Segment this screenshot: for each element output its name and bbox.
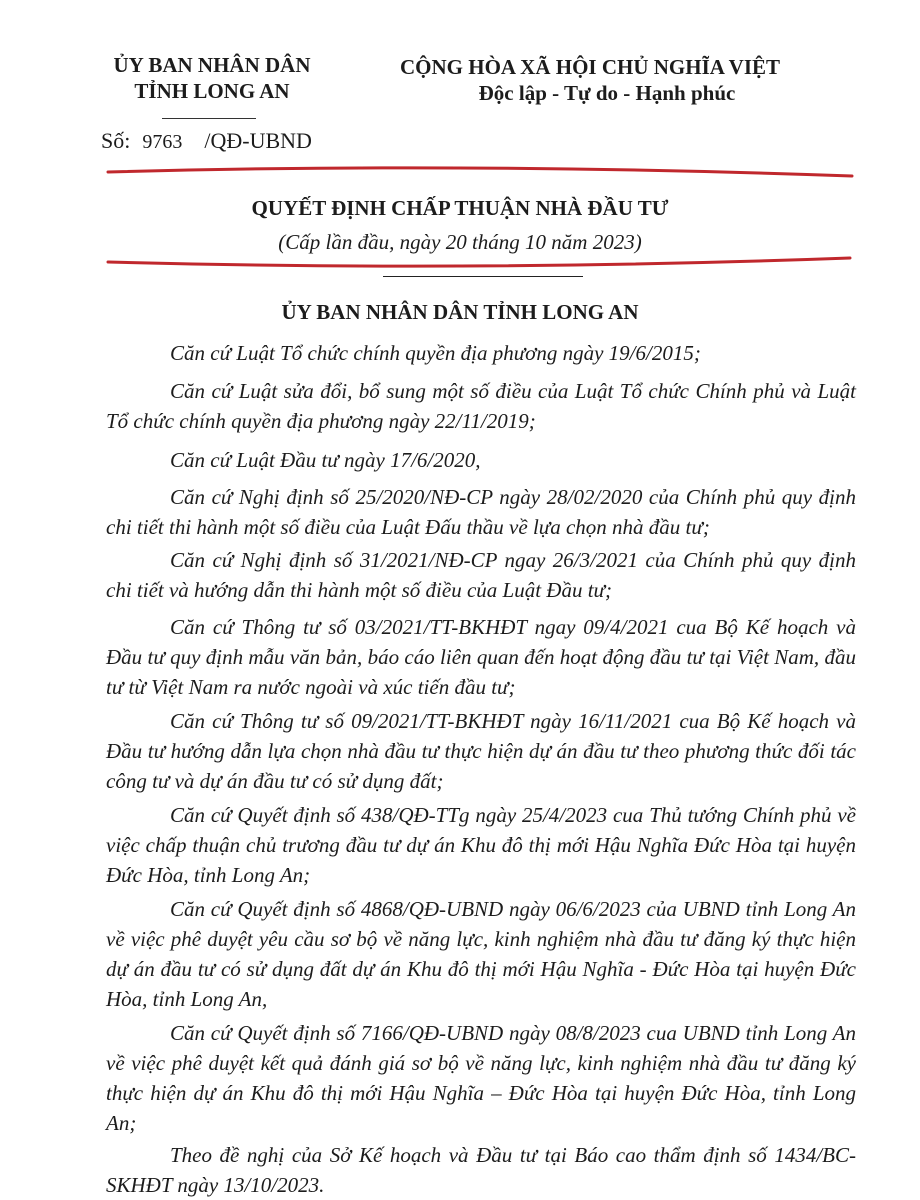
legal-basis-paragraph: Căn cứ Nghị định số 31/2021/NĐ-CP ngay 26/3/2021 của Chính phủ quy định chi tiết và hướng dẫn thi hành một số điều của Luật Đầu tư; <box>106 548 856 602</box>
legal-basis-paragraph: Theo đề nghị của Sở Kế hoạch và Đầu tư tại Báo cao thẩm định số 1434/BC-SKHĐT ngày 13/10/2023. <box>106 1143 856 1197</box>
legal-basis-paragraph: Căn cứ Nghị định số 25/2020/NĐ-CP ngày 28/02/2020 của Chính phủ quy định chi tiết thi hành một số điều của Luật Đấu thầu về lựa chọn nhà đầu tư; <box>106 485 856 539</box>
national-motto: Độc lập - Tự do - Hạnh phúc <box>478 81 736 105</box>
legal-basis-paragraph: Căn cứ Thông tư số 03/2021/TT-BKHĐT ngay 09/4/2021 cua Bộ Kế hoạch và Đầu tư quy định mẫu văn bản, báo cáo liên quan đến hoạt động đầu tư tại Việt Nam, đầu tư từ Việt Nam ra nước ngoài và xúc tiến đầu tư; <box>106 615 856 699</box>
legal-basis-paragraph: Căn cứ Luật sửa đổi, bổ sung một số điều của Luật Tổ chức Chính phủ và Luật Tổ chức chính quyền địa phương ngày 22/11/2019; <box>106 379 856 433</box>
red-highlight-lines <box>0 0 920 300</box>
decision-title: QUYẾT ĐỊNH CHẤP THUẬN NHÀ ĐẦU TƯ <box>251 196 669 220</box>
issuing-authority-line1: ỦY BAN NHÂN DÂN <box>113 53 311 77</box>
title-separator <box>383 276 583 277</box>
document-number-prefix: Số: <box>101 128 131 153</box>
legal-basis-paragraph: Căn cứ Quyết định số 438/QĐ-TTg ngày 25/4/2023 cua Thủ tướng Chính phủ về việc chấp thuận chủ trương đầu tư dự án Khu đô thị mới Hậu Nghĩa Đức Hòa tại huyện Đức Hòa, tỉnh Long An; <box>106 803 856 887</box>
legal-basis-paragraph: Căn cứ Thông tư số 09/2021/TT-BKHĐT ngày 16/11/2021 cua Bộ Kế hoạch và Đầu tư hướng dẫn lựa chọn nhà đầu tư thực hiện dự án đầu tư theo phương thức đối tác công tư và dự án đầu tư có sử dụng đất; <box>106 709 856 793</box>
legal-basis-paragraph: Căn cứ Luật Tổ chức chính quyền địa phương ngày 19/6/2015; <box>170 341 701 365</box>
decision-subtitle: (Cấp lần đầu, ngày 20 tháng 10 năm 2023) <box>278 230 642 254</box>
legal-basis-paragraph: Căn cứ Quyết định số 7166/QĐ-UBND ngày 08/8/2023 cua UBND tỉnh Long An về việc phê duyệt kết quả đánh giá sơ bộ về năng lực, kinh nghiệm nhà đầu tư đăng ký thực hiện dự án Khu đô thị mới Hậu Nghĩa – Đức Hòa tại huyện Đức Hòa, tỉnh Long An; <box>106 1021 856 1135</box>
legal-basis-paragraph: Căn cứ Luật Đầu tư ngày 17/6/2020, <box>170 448 481 472</box>
issuing-authority-line2: TỈNH LONG AN <box>134 79 290 103</box>
authority-heading: ỦY BAN NHÂN DÂN TỈNH LONG AN <box>281 300 639 324</box>
legal-basis-paragraph: Căn cứ Quyết định số 4868/QĐ-UBND ngày 06/6/2023 của UBND tỉnh Long An về việc phê duyệt yêu cầu sơ bộ về năng lực, kinh nghiệm nhà đầu tư đăng ký thực hiện dự án đầu tư có sử dụng đất dự án Khu đô thị mới Hậu Nghĩa - Đức Hòa tại huyện Đức Hòa, tỉnh Long An, <box>106 897 856 1011</box>
nation-name: CỘNG HÒA XÃ HỘI CHỦ NGHĨA VIỆT <box>400 55 780 79</box>
document-number-value: 9763 <box>142 131 183 153</box>
document-number-suffix: /QĐ-UBND <box>204 128 312 153</box>
